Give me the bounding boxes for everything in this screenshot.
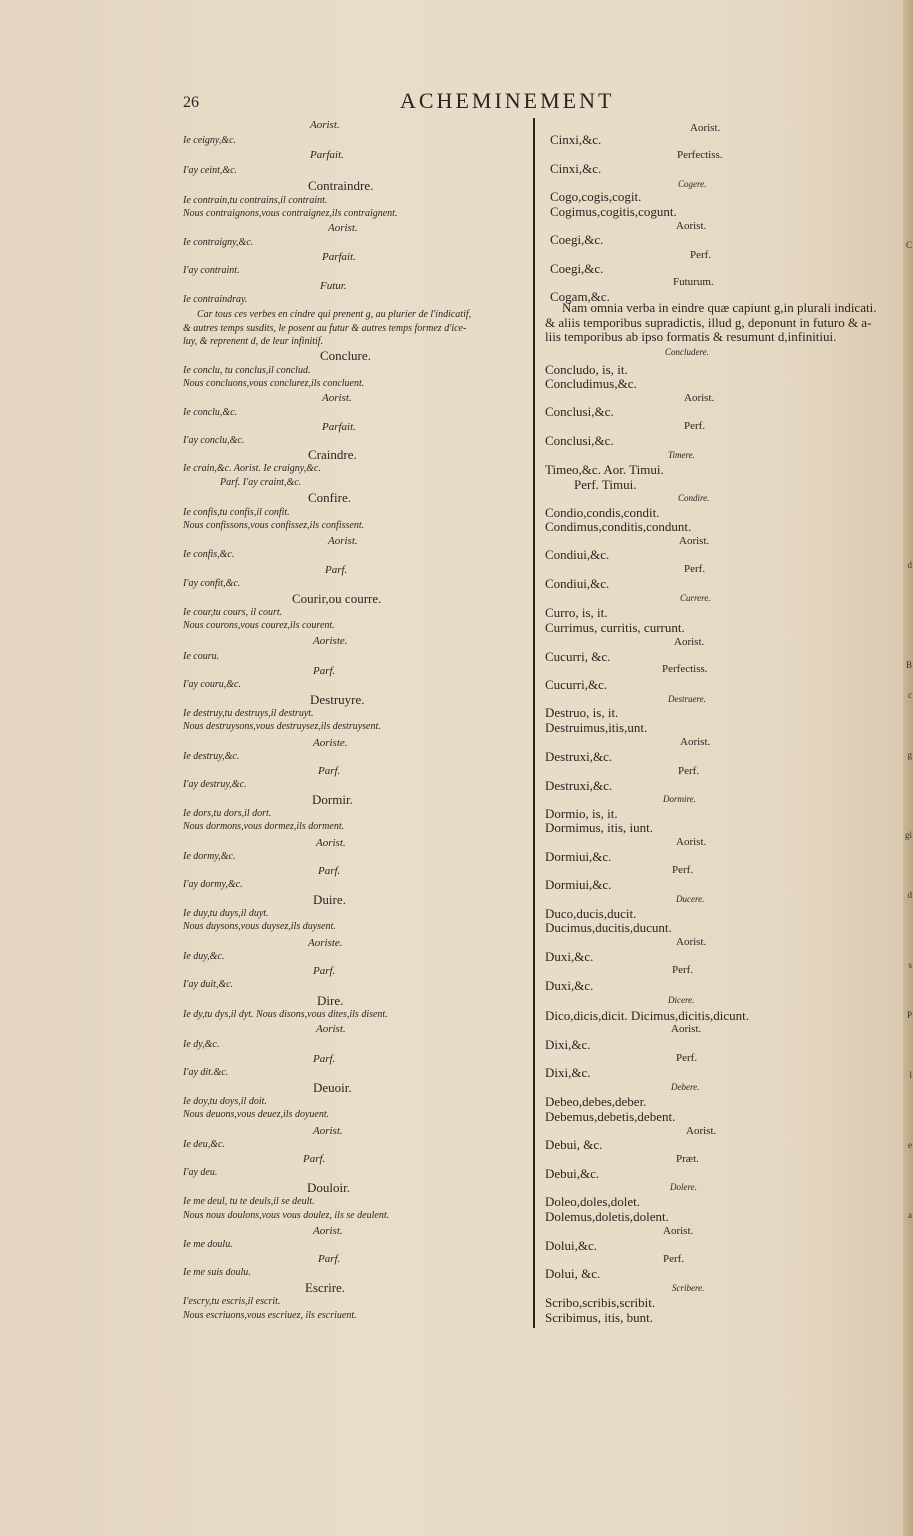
margin-fragment: d: [907, 560, 912, 570]
latin-verb-heading: Ducere.: [676, 894, 705, 904]
latin-conjugation-line: Dixi,&c.: [545, 1037, 591, 1052]
latin-tense-label: Perfectiss.: [677, 149, 723, 161]
french-conjugation-line: Ie dormy,&c.: [183, 851, 236, 862]
french-conjugation-line: Nous duysons,vous duysez,ils duysent.: [183, 921, 336, 932]
french-conjugation-line: I'ay deu.: [183, 1167, 218, 1178]
french-conjugation-line: Nous escriuons,vous escriuez, ils escriuent.: [183, 1310, 357, 1321]
french-verb-heading: Destruyre.: [310, 692, 365, 707]
french-verb-heading: Contraindre.: [308, 178, 374, 193]
french-tense-label: Aorist.: [322, 392, 352, 404]
latin-tense-label: Perf.: [676, 1052, 698, 1064]
french-conjugation-line: I'ay dormy,&c.: [183, 879, 243, 890]
french-conjugation-line: Nous deuons,vous deuez,ils doyuent.: [183, 1109, 330, 1120]
french-conjugation-line: Ie contraigny,&c.: [183, 237, 254, 248]
french-conjugation-line: Ie confis,tu confis,il confit.: [183, 507, 290, 518]
latin-tense-label: Perf.: [672, 864, 694, 876]
margin-fragment: B: [905, 660, 912, 670]
latin-verb-heading: Concludere.: [665, 347, 709, 357]
latin-tense-label: Aorist.: [679, 535, 710, 547]
french-conjugation-line: Nous nous doulons,vous vous doulez, ils se deulent.: [183, 1210, 390, 1221]
latin-tense-label: Aorist.: [680, 736, 711, 748]
french-conjugation-line: Car tous ces verbes en cindre qui prenent g, au plurier de l'indicatif,: [197, 309, 472, 320]
french-conjugation-line: Ie dy,&c.: [183, 1039, 220, 1050]
running-title: ACHEMINEMENT: [400, 88, 615, 113]
french-conjugation-line: I'ay contraint.: [183, 265, 240, 276]
latin-conjugation-line: Debui, &c.: [545, 1137, 603, 1152]
french-conjugation-line: Ie dy,tu dys,il dyt. Nous disons,vous dites,ils disent.: [183, 1009, 388, 1020]
latin-tense-label: Perf.: [678, 765, 700, 777]
french-conjugation-line: Ie contraindray.: [183, 294, 248, 305]
latin-conjugation-line: Dormiui,&c.: [545, 877, 612, 892]
column-divider: [533, 118, 535, 1328]
french-conjugation-line: Ie duy,tu duys,il duyt.: [183, 908, 269, 919]
margin-fragment: s: [908, 960, 912, 970]
latin-verb-heading: Dormire.: [663, 794, 696, 804]
latin-verb-heading: Cogere.: [678, 179, 707, 189]
latin-conjugation-line: & aliis temporibus supradictis, illud g, deponunt in futuro & a-: [545, 315, 872, 330]
latin-conjugation-line: Coegi,&c.: [550, 232, 604, 247]
french-conjugation-line: Ie duy,&c.: [183, 951, 225, 962]
latin-conjugation-line: Concludimus,&c.: [545, 376, 637, 391]
latin-conjugation-line: Conclusi,&c.: [545, 404, 614, 419]
facing-page-edge: [903, 0, 913, 1536]
latin-verb-heading: Dicere.: [668, 995, 695, 1005]
french-conjugation-line: Ie me doulu.: [183, 1239, 233, 1250]
french-conjugation-line: I'ay conclu,&c.: [183, 435, 245, 446]
latin-conjugation-line: Condiui,&c.: [545, 576, 610, 591]
latin-tense-label: Aorist.: [676, 936, 707, 948]
latin-conjugation-line: Duxi,&c.: [545, 949, 594, 964]
margin-fragment: e: [908, 1140, 912, 1150]
latin-verb-heading: Scribere.: [672, 1283, 705, 1293]
french-tense-label: Parf.: [325, 564, 348, 576]
latin-conjugation-line: Dico,dicis,dicit. Dicimus,dicitis,dicunt.: [545, 1008, 750, 1023]
french-conjugation-line: Ie confis,&c.: [183, 549, 235, 560]
french-conjugation-line: Ie doy,tu doys,il doit.: [183, 1096, 267, 1107]
french-tense-label: Aorist.: [313, 1125, 343, 1137]
french-verb-heading: Craindre.: [308, 447, 357, 462]
latin-conjugation-line: Dolui,&c.: [545, 1238, 597, 1253]
latin-conjugation-line: Cinxi,&c.: [550, 132, 602, 147]
latin-tense-label: Præt.: [676, 1153, 699, 1165]
french-conjugation-line: Ie me deul, tu te deuls,il se deult.: [183, 1196, 315, 1207]
latin-conjugation-line: Ducimus,ducitis,ducunt.: [545, 920, 672, 935]
french-conjugation-line: Ie deu,&c.: [183, 1139, 225, 1150]
latin-tense-label: Perf.: [684, 563, 706, 575]
latin-verb-heading: Currere.: [680, 593, 711, 603]
latin-conjugation-line: Dolemus,doletis,dolent.: [545, 1209, 669, 1224]
french-verb-heading: Courir,ou courre.: [292, 591, 382, 606]
french-tense-label: Parf.: [318, 865, 341, 877]
latin-conjugation-line: Cucurri,&c.: [545, 677, 608, 692]
latin-conjugation-line: Perf. Timui.: [574, 477, 637, 492]
latin-conjugation-line: liis temporibus ab ipso formatis & resumunt d,infinitiui.: [545, 329, 837, 344]
margin-fragment: d: [907, 890, 912, 900]
latin-conjugation-line: Cogimus,cogitis,cogunt.: [550, 204, 677, 219]
latin-tense-label: Aorist.: [684, 392, 715, 404]
french-conjugation-line: Ie crain,&c. Aorist. Ie craigny,&c.: [183, 463, 321, 474]
latin-conjugation-line: Timeo,&c. Aor. Timui.: [545, 462, 664, 477]
french-conjugation-line: I'ay couru,&c.: [183, 679, 241, 690]
latin-tense-label: Aorist.: [676, 836, 707, 848]
page-number: 26: [183, 94, 199, 111]
french-tense-label: Parfait.: [322, 421, 356, 433]
latin-tense-label: Futurum.: [673, 276, 714, 288]
latin-verb-heading: Dolere.: [670, 1182, 697, 1192]
latin-conjugation-line: Dormiui,&c.: [545, 849, 612, 864]
french-tense-label: Parf.: [313, 965, 336, 977]
french-tense-label: Aorist.: [313, 1225, 343, 1237]
latin-tense-label: Aorist.: [690, 122, 721, 134]
french-tense-label: Parf.: [318, 1253, 341, 1265]
latin-conjugation-line: Conclusi,&c.: [545, 433, 614, 448]
margin-fragment: l: [909, 1070, 912, 1080]
latin-conjugation-line: Dormimus, itis, iunt.: [545, 820, 653, 835]
margin-fragment: gi: [904, 830, 912, 840]
latin-verb-heading: Condire.: [678, 493, 710, 503]
latin-conjugation-line: Nam omnia verba in eindre quæ capiunt g,in plurali indicati.: [562, 300, 877, 315]
french-tense-label: Aorist.: [328, 222, 358, 234]
french-verb-heading: Confire.: [308, 490, 351, 505]
french-tense-label: Parfait.: [310, 149, 344, 161]
latin-tense-label: Aorist.: [663, 1225, 694, 1237]
french-tense-label: Parf.: [313, 665, 336, 677]
latin-conjugation-line: Coegi,&c.: [550, 261, 604, 276]
latin-conjugation-line: Destruxi,&c.: [545, 749, 613, 764]
french-conjugation-line: Ie dors,tu dors,il dort.: [183, 808, 272, 819]
french-conjugation-line: Ie destruy,tu destruys,il destruyt.: [183, 708, 314, 719]
french-conjugation-line: Ie conclu, tu conclus,il conclud.: [183, 365, 311, 376]
margin-fragment: g: [907, 750, 912, 760]
french-conjugation-line: Nous confissons,vous confissez,ils confissent.: [183, 520, 365, 531]
latin-verb-heading: Destruere.: [668, 694, 706, 704]
french-tense-label: Aorist.: [310, 119, 340, 131]
latin-tense-label: Perf.: [672, 964, 694, 976]
french-conjugation-line: Nous contraignons,vous contraignez,ils contraignent.: [183, 208, 398, 219]
french-tense-label: Aorist.: [316, 837, 346, 849]
french-tense-label: Parf.: [318, 765, 341, 777]
latin-conjugation-line: Condiui,&c.: [545, 547, 610, 562]
latin-verb-heading: Debere.: [671, 1082, 700, 1092]
margin-fragment: a: [908, 1210, 912, 1220]
french-verb-heading: Duire.: [313, 892, 346, 907]
latin-tense-label: Aorist.: [676, 220, 707, 232]
french-tense-label: Parf.: [313, 1053, 336, 1065]
latin-conjugation-line: Dolui, &c.: [545, 1266, 601, 1281]
french-conjugation-line: I'ay dit.&c.: [183, 1067, 229, 1078]
french-conjugation-line: Nous destruysons,vous destruysez,ils destruysent.: [183, 721, 381, 732]
french-tense-label: Aorist.: [316, 1023, 346, 1035]
latin-tense-label: Perf.: [684, 420, 706, 432]
latin-conjugation-line: Duxi,&c.: [545, 978, 594, 993]
latin-conjugation-line: Cucurri, &c.: [545, 649, 611, 664]
latin-tense-label: Aorist.: [674, 636, 705, 648]
latin-tense-label: Aorist.: [686, 1125, 717, 1137]
latin-conjugation-line: Condio,condis,condit.: [545, 505, 660, 520]
latin-conjugation-line: Debemus,debetis,debent.: [545, 1109, 676, 1124]
french-verb-heading: Conclure.: [320, 348, 371, 363]
french-conjugation-line: Ie cour,tu cours, il court.: [183, 607, 283, 618]
latin-conjugation-line: Cogo,cogis,cogit.: [550, 189, 642, 204]
margin-fragment: c: [908, 690, 912, 700]
latin-conjugation-line: Destruxi,&c.: [545, 778, 613, 793]
french-conjugation-line: Ie couru.: [183, 651, 220, 662]
french-conjugation-line: I'ay destruy,&c.: [183, 779, 247, 790]
latin-conjugation-line: Debeo,debes,deber.: [545, 1094, 647, 1109]
latin-conjugation-line: Cogam,&c.: [550, 289, 610, 304]
french-verb-heading: Douloir.: [307, 1180, 350, 1195]
french-tense-label: Futur.: [320, 280, 347, 292]
latin-verb-heading: Timere.: [668, 450, 695, 460]
french-conjugation-line: & autres temps susdits, le posent au futur & autres temps formez d'ice-: [183, 323, 467, 334]
french-tense-label: Parfait.: [322, 251, 356, 263]
french-conjugation-line: Nous concluons,vous conclurez,ils concluent.: [183, 378, 365, 389]
french-tense-label: Aorist.: [328, 535, 358, 547]
latin-conjugation-line: Scribimus, itis, bunt.: [545, 1310, 653, 1325]
latin-conjugation-line: Condimus,conditis,condunt.: [545, 519, 692, 534]
latin-tense-label: Perf.: [663, 1253, 685, 1265]
french-conjugation-line: luy, & reprenent d, de leur infinitif.: [183, 336, 324, 347]
margin-fragment: C: [905, 240, 912, 250]
latin-conjugation-line: Destruo, is, it.: [545, 705, 619, 720]
french-verb-heading: Dire.: [317, 993, 344, 1008]
french-conjugation-line: Nous dormons,vous dormez,ils dorment.: [183, 821, 345, 832]
latin-conjugation-line: Dixi,&c.: [545, 1065, 591, 1080]
french-conjugation-line: I'ay ceint,&c.: [183, 165, 238, 176]
french-conjugation-line: Ie me suis doulu.: [183, 1267, 251, 1278]
latin-tense-label: Aorist.: [671, 1023, 702, 1035]
french-conjugation-line: Ie contrain,tu contrains,il contraint.: [183, 195, 328, 206]
latin-tense-label: Perf.: [690, 249, 712, 261]
french-conjugation-line: Ie destruy,&c.: [183, 751, 240, 762]
french-tense-label: Parf.: [303, 1153, 326, 1165]
french-tense-label: Aoriste.: [313, 635, 348, 647]
latin-conjugation-line: Debui,&c.: [545, 1166, 600, 1181]
french-tense-label: Aoriste.: [308, 937, 343, 949]
latin-conjugation-line: Destruimus,itis,unt.: [545, 720, 648, 735]
latin-tense-label: Perfectiss.: [662, 663, 708, 675]
latin-conjugation-line: Concludo, is, it.: [545, 362, 628, 377]
french-conjugation-line: I'escry,tu escris,il escrit.: [183, 1296, 281, 1307]
french-tense-label: Aoriste.: [313, 737, 348, 749]
french-verb-heading: Escrire.: [305, 1280, 346, 1295]
latin-conjugation-line: Doleo,doles,dolet.: [545, 1194, 640, 1209]
french-verb-heading: Dormir.: [312, 792, 353, 807]
french-conjugation-line: Ie conclu,&c.: [183, 407, 238, 418]
latin-conjugation-line: Currimus, curritis, currunt.: [545, 620, 685, 635]
latin-conjugation-line: Cinxi,&c.: [550, 161, 602, 176]
latin-conjugation-line: Dormio, is, it.: [545, 806, 618, 821]
french-verb-heading: Deuoir.: [313, 1080, 352, 1095]
french-conjugation-line: Nous courons,vous courez,ils courent.: [183, 620, 335, 631]
french-conjugation-line: Parf. I'ay craint,&c.: [220, 477, 302, 488]
french-conjugation-line: I'ay duit,&c.: [183, 979, 234, 990]
french-conjugation-line: I'ay confit,&c.: [183, 578, 241, 589]
latin-conjugation-line: Duco,ducis,ducit.: [545, 906, 637, 921]
latin-conjugation-line: Curro, is, it.: [545, 605, 608, 620]
french-conjugation-line: Ie ceigny,&c.: [183, 135, 237, 146]
margin-fragment: P: [906, 1010, 912, 1020]
latin-conjugation-line: Scribo,scribis,scribit.: [545, 1295, 656, 1310]
